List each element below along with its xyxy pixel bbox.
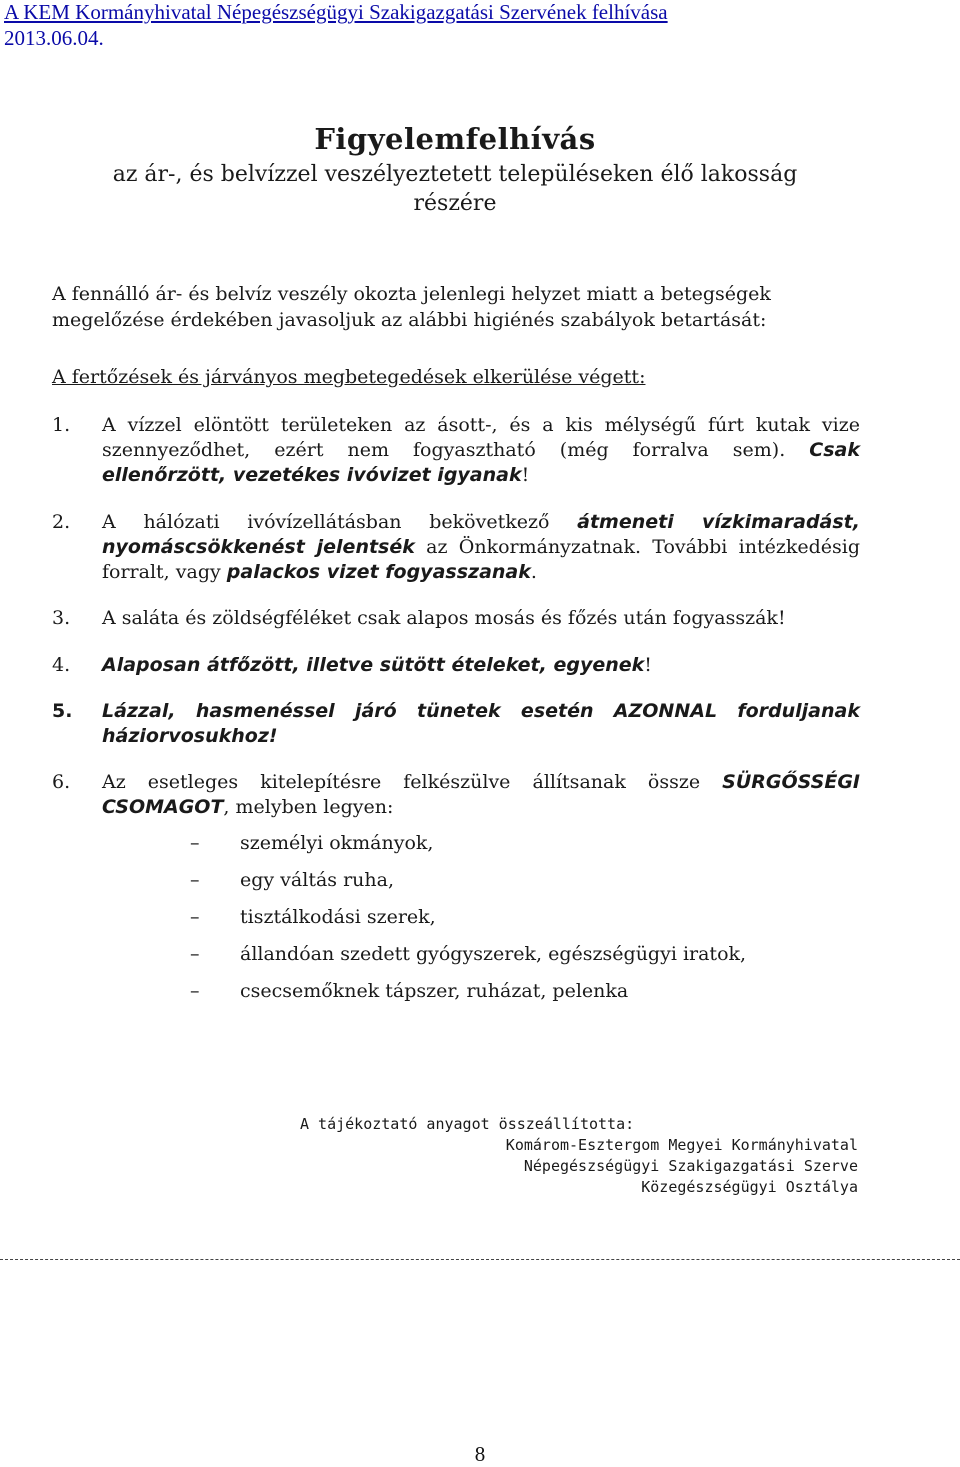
package-item-text: csecsemőknek tápszer, ruházat, pelenka	[240, 980, 629, 1002]
document-date: 2013.06.04.	[4, 26, 104, 50]
list-item-3	[52, 606, 860, 631]
dash-bullet: –	[190, 943, 200, 965]
item-text: A vízzel elöntött területeken az ásott-, és a kis mélységű fúrt kutak vize szennyeződhet, ezért nem fogyasztható (még forralva sem).	[102, 414, 860, 461]
item-text: !	[521, 464, 530, 486]
item-number: 1.	[52, 414, 71, 436]
item-emphasis: Lázzal, hasmenéssel járó tünetek esetén AZONNAL forduljanak háziorvosukhoz!	[102, 700, 860, 747]
notice-heading: Figyelemfelhívás	[314, 122, 596, 156]
item-number: 5.	[52, 700, 73, 722]
dash-bullet: –	[190, 869, 200, 891]
package-item-text: tisztálkodási szerek,	[240, 906, 436, 928]
item-text: Az esetleges kitelepítésre felkészülve állítsanak össze	[102, 771, 723, 793]
item-number: 2.	[52, 511, 71, 533]
list-item-1	[52, 413, 860, 488]
item-emphasis: palackos vizet fogyasszanak	[226, 561, 531, 583]
item-number: 6.	[52, 771, 71, 793]
credits-line: Közegészségügyi Osztálya	[641, 1178, 858, 1196]
dash-bullet: –	[190, 906, 200, 928]
item-text: A hálózati ivóvízellátásban bekövetkező	[102, 511, 578, 533]
package-item-text: személyi okmányok,	[240, 832, 434, 854]
page-divider	[0, 1259, 960, 1260]
item-emphasis: átmeneti vízkimaradást, nyomáscsökkenést jelentsék	[102, 511, 860, 558]
credits-line: Komárom-Esztergom Megyei Kormányhivatal	[505, 1136, 858, 1154]
item-emphasis: SÜRGŐSSÉGI CSOMAGOT	[102, 771, 860, 818]
page-number: 8	[474, 1442, 486, 1466]
item-text: .	[530, 561, 537, 583]
package-item-text: állandóan szedett gyógyszerek, egészségügyi iratok,	[240, 943, 747, 965]
item-text: !	[644, 654, 652, 676]
section-title: A fertőzések és járványos megbetegedések elkerülése végett:	[52, 366, 646, 388]
item-number: 4.	[52, 654, 71, 676]
dash-bullet: –	[190, 980, 200, 1002]
dash-bullet: –	[190, 832, 200, 854]
notice-scan	[0, 100, 960, 1220]
item-emphasis: Csak ellenőrzött, vezetékes ivóvizet igyanak	[102, 439, 860, 486]
list-item-5	[52, 699, 860, 749]
item-text: , melyben legyen:	[223, 796, 394, 818]
notice-intro: A fennálló ár- és belvíz veszély okozta jelenlegi helyzet miatt a betegségek megelőzése érdekében javasoljuk az alábbi higiénés szabályok betartását:	[52, 283, 771, 331]
document-title-link[interactable]: A KEM Kormányhivatal Népegészségügyi Szakigazgatási Szervének felhívása	[4, 0, 668, 24]
item-text: A saláta és zöldségféléket csak alapos mosás és főzés után fogyasszák!	[102, 607, 786, 629]
credits-line: Népegészségügyi Szakigazgatási Szerve	[523, 1157, 858, 1175]
item-emphasis: Alaposan átfőzött, illetve sütött ételeket, egyenek	[102, 654, 645, 676]
list-item-6	[52, 770, 860, 820]
list-item-2	[52, 510, 860, 585]
item-text: az Önkormányzatnak. További intézkedésig forralt, vagy	[102, 536, 860, 583]
notice-subheading: az ár-, és belvízzel veszélyeztetett településeken élő lakosság részére	[112, 162, 798, 216]
list-item-4	[52, 653, 860, 678]
item-number: 3.	[52, 607, 71, 629]
credits-label: A tájékoztató anyagot összeállította:	[300, 1115, 635, 1133]
package-item-text: egy váltás ruha,	[240, 869, 394, 891]
